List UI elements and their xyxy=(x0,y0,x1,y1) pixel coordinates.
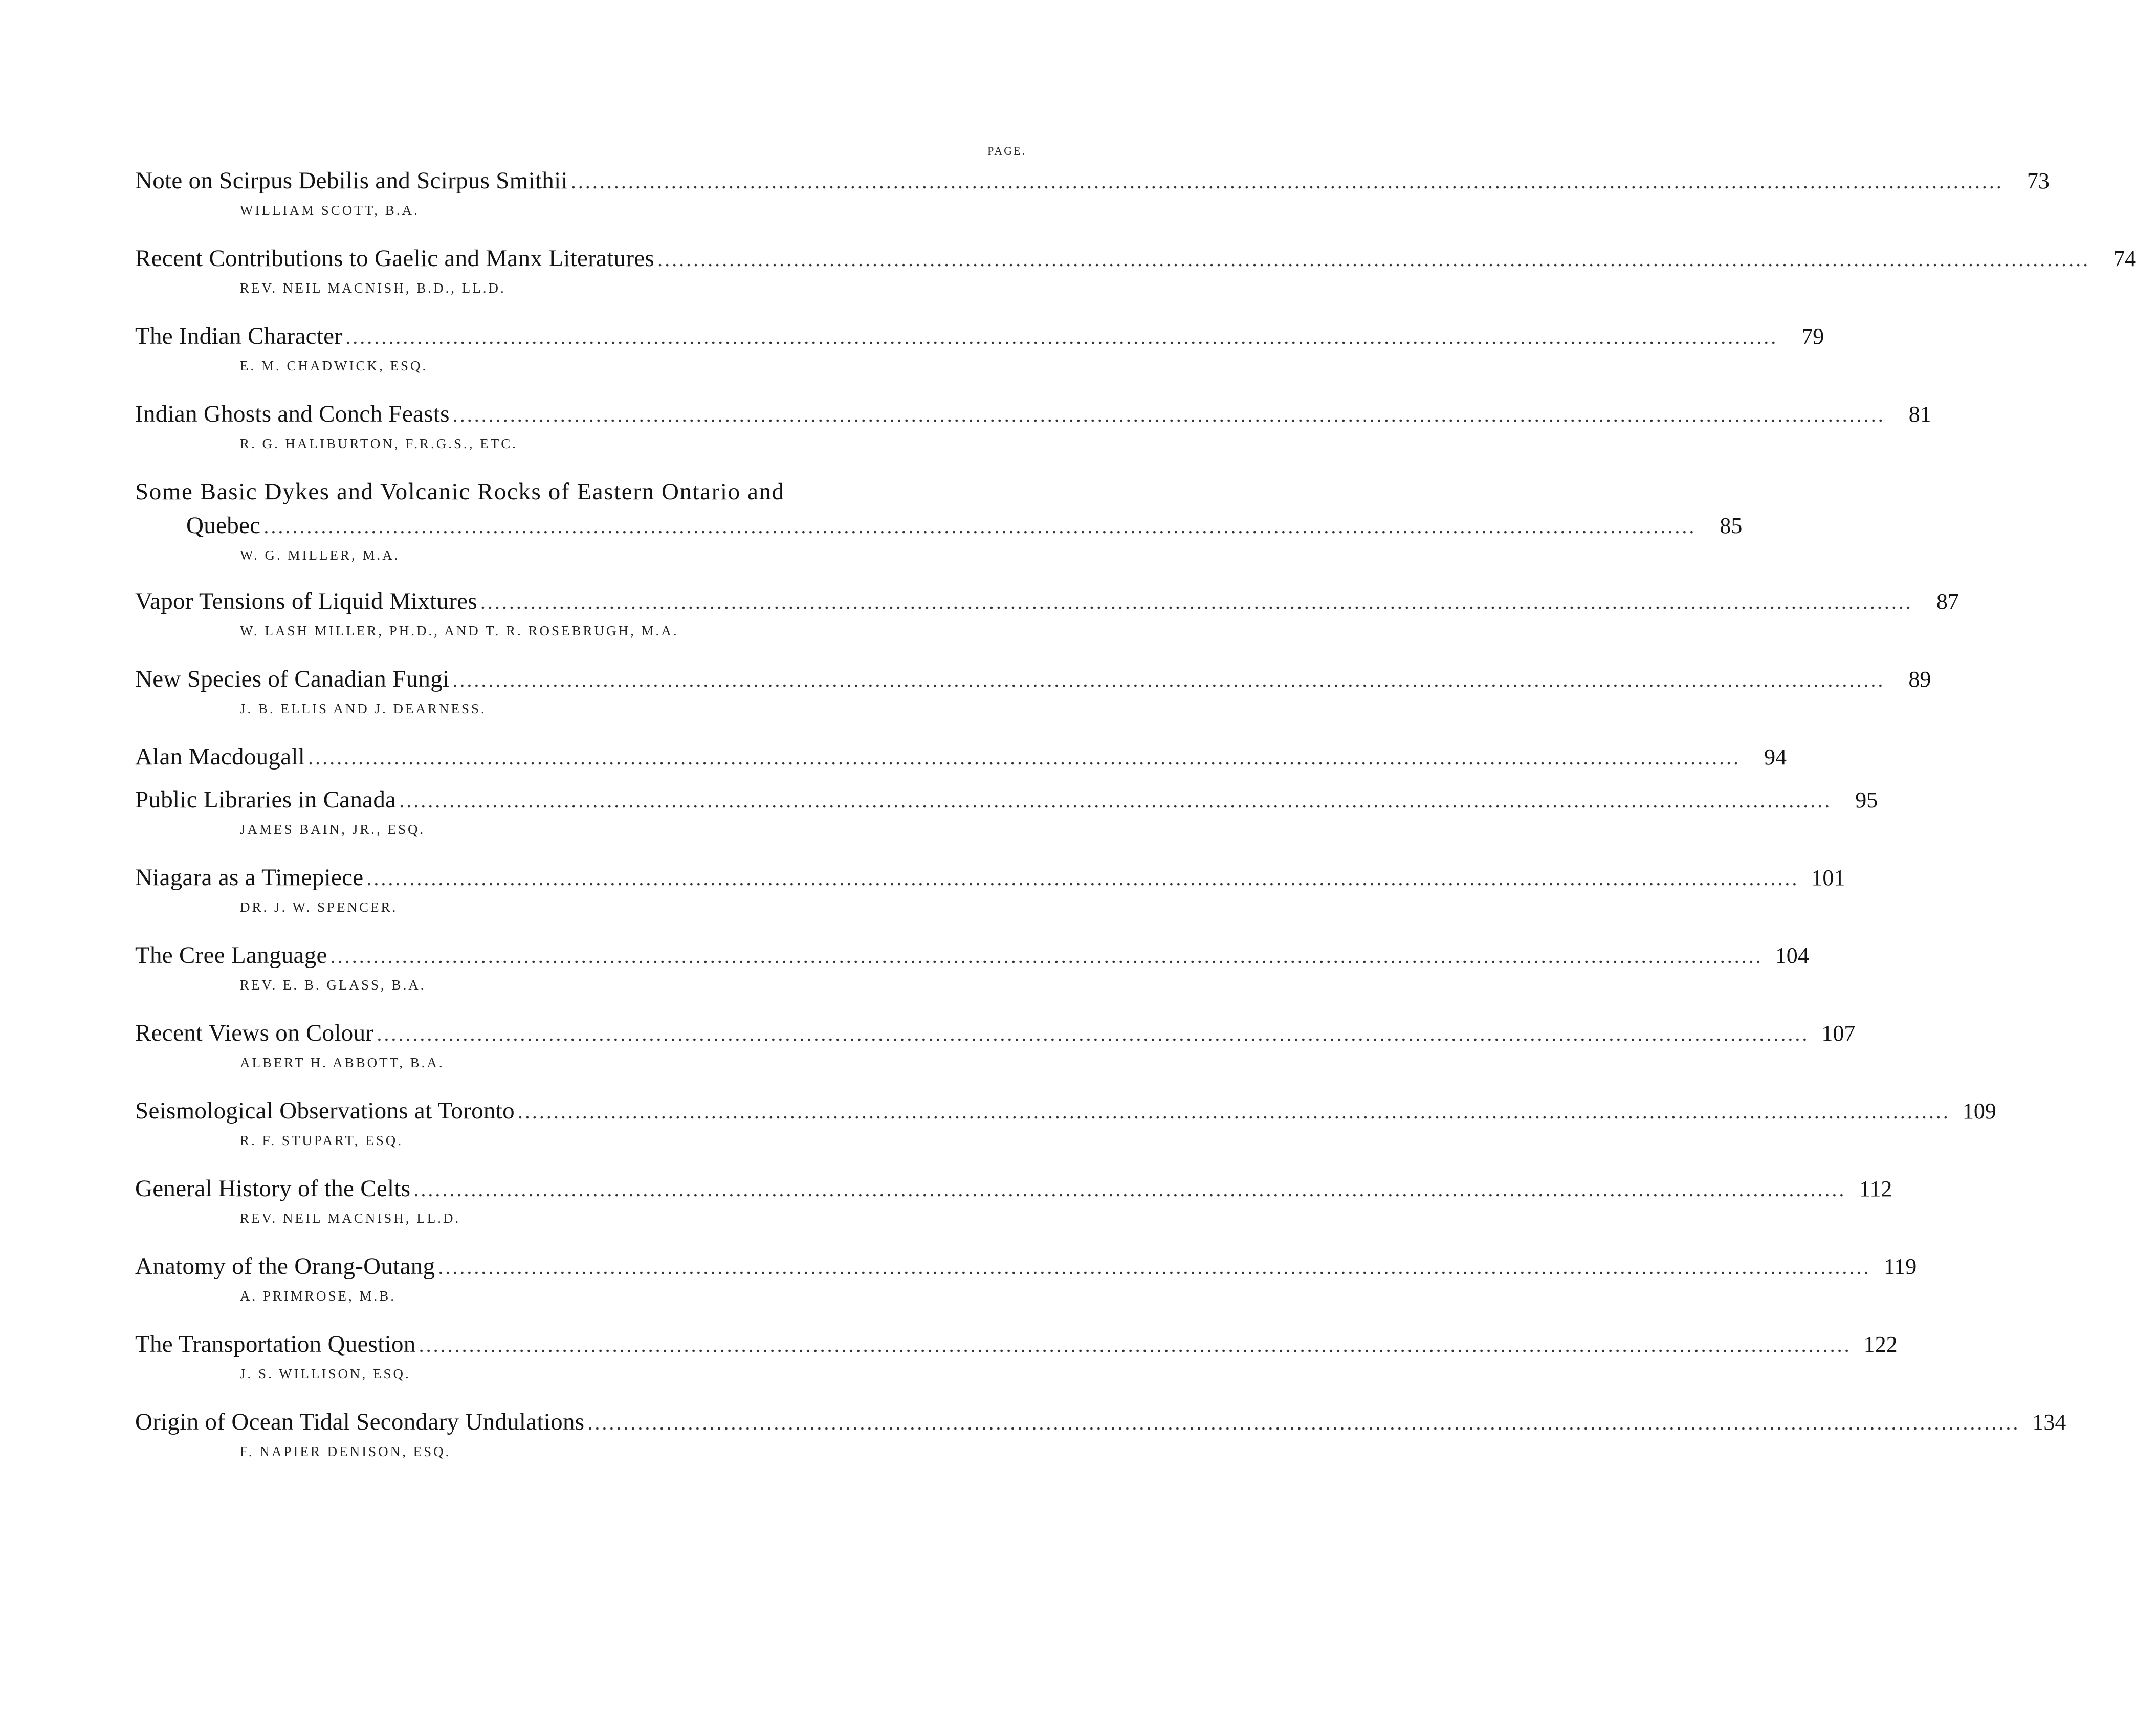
page-column-label: PAGE. xyxy=(987,144,1026,157)
entry-author: R. F. STUPART, ESQ. xyxy=(240,1133,404,1148)
dot-leader: ........................................................................................................................................................................................................ xyxy=(345,325,1778,348)
dot-leader: ........................................................................................................................................................................................................ xyxy=(517,1100,1950,1123)
entry-author: A. PRIMROSE, M.B. xyxy=(240,1288,397,1304)
toc-entry xyxy=(135,1094,1996,1153)
entry-title: Seismological Observations at Toronto xyxy=(135,1097,515,1124)
entry-title: The Indian Character xyxy=(135,323,343,349)
entry-page-number: 107 xyxy=(1821,1021,1856,1046)
entry-page-number: 73 xyxy=(2027,168,2050,193)
toc-entry xyxy=(135,475,1743,568)
entry-page-number: 81 xyxy=(1908,402,1931,427)
dot-leader: ........................................................................................................................................................................................................ xyxy=(452,403,1885,426)
entry-title: Niagara as a Timepiece xyxy=(135,864,364,891)
dot-leader: ........................................................................................................................................................................................................ xyxy=(413,1178,1846,1201)
entry-title-first-line: Some Basic Dykes and Volcanic Rocks of Eastern Ontario and xyxy=(135,478,785,505)
entry-title: The Transportation Question xyxy=(135,1331,416,1357)
entry-title: Indian Ghosts and Conch Feasts xyxy=(135,401,450,427)
toc-entry xyxy=(135,164,2050,223)
dot-leader: ........................................................................................................................................................................................................ xyxy=(419,1333,1852,1356)
entry-author: W. G. MILLER, M.A. xyxy=(240,547,400,563)
entry-page-number: 94 xyxy=(1764,744,1787,770)
entry-page-number: 79 xyxy=(1801,324,1824,349)
dot-leader: ........................................................................................................................................................................................................ xyxy=(330,944,1763,968)
toc-entry xyxy=(135,397,1931,456)
entry-author: DR. J. W. SPENCER. xyxy=(240,899,398,915)
toc-entry xyxy=(135,241,2136,301)
entry-author: F. NAPIER DENISON, ESQ. xyxy=(240,1444,451,1459)
dot-leader: ........................................................................................................................................................................................................ xyxy=(657,248,2090,271)
toc-entry xyxy=(135,1016,1856,1075)
entry-author: REV. NEIL MACNISH, B.D., LL.D. xyxy=(240,280,506,296)
dot-leader: ........................................................................................................................................................................................................ xyxy=(452,668,1885,691)
entry-author: WILLIAM SCOTT, B.A. xyxy=(240,203,420,218)
entry-page-number: 85 xyxy=(1720,513,1743,538)
entry-title: The Cree Language xyxy=(135,942,327,969)
dot-leader: ........................................................................................................................................................................................................ xyxy=(587,1411,2020,1434)
entry-page-number: 109 xyxy=(1962,1098,1996,1124)
entry-title: General History of the Celts xyxy=(135,1175,411,1202)
entry-author: REV. NEIL MACNISH, LL.D. xyxy=(240,1211,461,1226)
entry-title: Alan Macdougall xyxy=(135,743,305,770)
entry-title: Anatomy of the Orang-Outang xyxy=(135,1253,435,1280)
dot-leader: ........................................................................................................................................................................................................ xyxy=(399,789,1832,812)
entry-author: REV. E. B. GLASS, B.A. xyxy=(240,977,426,993)
entry-page-number: 74 xyxy=(2113,246,2136,271)
entry-author: ALBERT H. ABBOTT, B.A. xyxy=(240,1055,445,1070)
dot-leader: ........................................................................................................................................................................................................ xyxy=(366,867,1799,890)
toc-entry xyxy=(135,938,1809,998)
entry-title: Vapor Tensions of Liquid Mixtures xyxy=(135,588,477,614)
toc-entry xyxy=(135,1327,1898,1387)
toc-entry xyxy=(135,740,1787,774)
dot-leader: ........................................................................................................................................................................................................ xyxy=(263,515,1697,538)
toc-entry xyxy=(135,861,1845,920)
toc-entry xyxy=(135,783,1878,842)
entry-page-number: 104 xyxy=(1775,943,1809,968)
toc-entry xyxy=(135,662,1931,721)
entry-page-number: 112 xyxy=(1859,1176,1892,1201)
entry-page-number: 89 xyxy=(1908,667,1931,692)
entry-page-number: 134 xyxy=(2032,1410,2066,1435)
dot-leader: ........................................................................................................................................................................................................ xyxy=(438,1256,1871,1279)
entry-author: E. M. CHADWICK, ESQ. xyxy=(240,358,428,373)
entry-page-number: 122 xyxy=(1863,1332,1898,1357)
entry-title: New Species of Canadian Fungi xyxy=(135,666,450,692)
dot-leader: ........................................................................................................................................................................................................ xyxy=(570,170,2003,193)
entry-title: Public Libraries in Canada xyxy=(135,786,397,813)
entry-page-number: 119 xyxy=(1883,1254,1917,1279)
toc-entry xyxy=(135,1249,1917,1309)
dot-leader: ........................................................................................................................................................................................................ xyxy=(377,1022,1810,1045)
toc-entry xyxy=(135,1405,2066,1464)
entry-title-line-1 xyxy=(135,475,975,509)
entry-page-number: 87 xyxy=(1936,589,1959,614)
entry-title: Recent Views on Colour xyxy=(135,1020,374,1046)
toc-entry xyxy=(135,584,1959,644)
entry-title: Quebec xyxy=(186,512,261,539)
toc-entry xyxy=(135,1172,1892,1231)
entry-title: Origin of Ocean Tidal Secondary Undulations xyxy=(135,1409,585,1435)
dot-leader: ........................................................................................................................................................................................................ xyxy=(480,590,1913,613)
entry-author: J. B. ELLIS AND J. DEARNESS. xyxy=(240,701,487,716)
entry-page-number: 101 xyxy=(1811,865,1845,890)
toc-entry xyxy=(135,319,1824,379)
entry-author: W. LASH MILLER, PH.D., AND T. R. ROSEBRUGH, M.A. xyxy=(240,623,679,639)
entry-title: Recent Contributions to Gaelic and Manx Literatures xyxy=(135,245,655,272)
entry-author: JAMES BAIN, JR., ESQ. xyxy=(240,822,426,837)
entry-title: Note on Scirpus Debilis and Scirpus Smithii xyxy=(135,167,568,194)
dot-leader: ........................................................................................................................................................................................................ xyxy=(308,746,1741,769)
entry-author: J. S. WILLISON, ESQ. xyxy=(240,1366,411,1381)
entry-page-number: 95 xyxy=(1855,787,1878,812)
entry-author: R. G. HALIBURTON, F.R.G.S., ETC. xyxy=(240,436,518,451)
